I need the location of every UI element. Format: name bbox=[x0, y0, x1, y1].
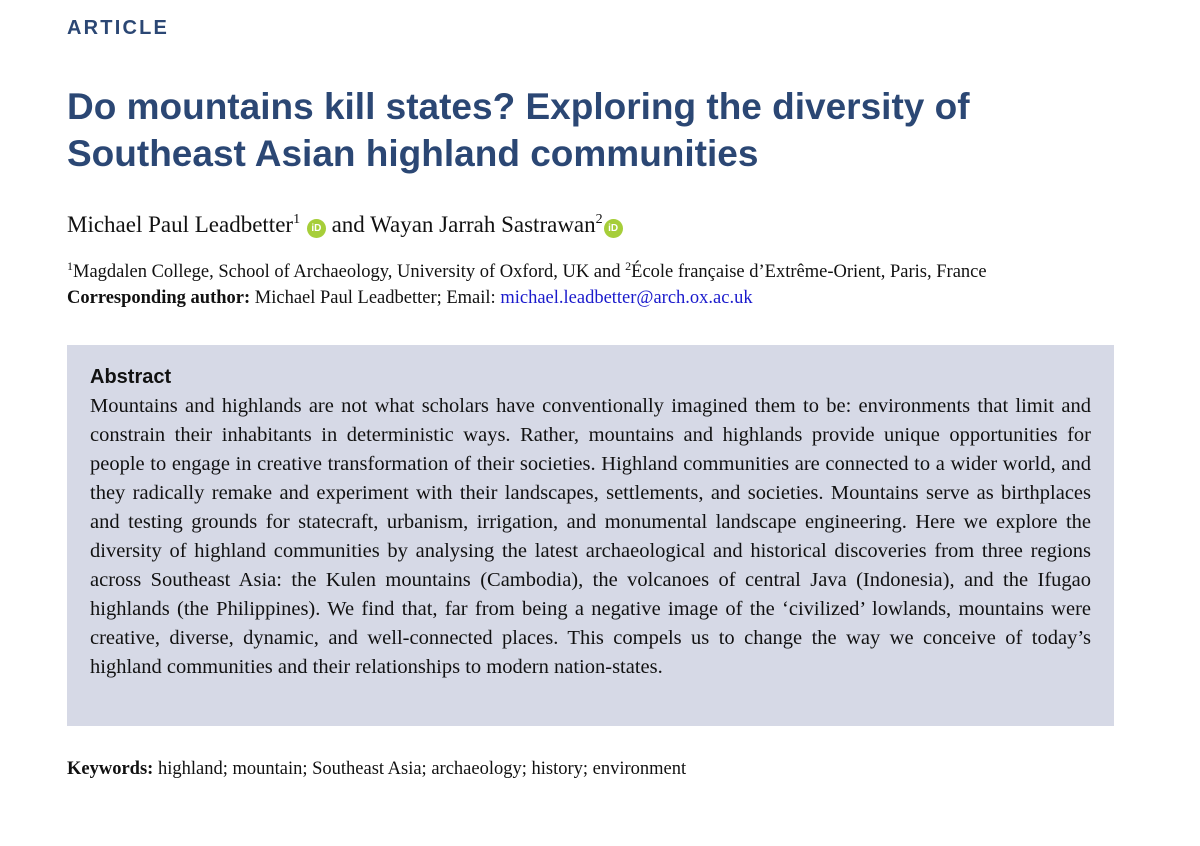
corresponding-author-label: Corresponding author: bbox=[67, 288, 251, 308]
abstract-heading: Abstract bbox=[90, 366, 172, 388]
author-name-2[interactable]: Wayan Jarrah Sastrawan bbox=[370, 212, 596, 237]
keywords-label: Keywords: bbox=[67, 759, 154, 779]
abstract-text: Mountains and highlands are not what scholars have conventionally imagined them to be: environments that limit and constrain their inhabitants in deterministic ways. Rather, mountains and highlands provide unique opportunities for people to engage in creative transformation of their societies. Highland communities are connected to a wider world, and they radically remake and experiment with their landscapes, settlements, and societies. Mountains serve as birthplaces and testing grounds for statecraft, urbanism, irrigation, and monumental landscape engineering. Here we explore the diversity of highland communities by analysing the latest archaeological and historical discoveries from three regions across Southeast Asia: the Kulen mountains (Cambodia), the volcanoes of central Java (Indonesia), and the Ifugao highlands (the Philippines). We find that, far from being a negative image of the ‘civilized’ lowlands, mountains were creative, diverse, dynamic, and well-connected places. This compels us to change the way we conceive of today’s highland communities and their relationships to modern nation-states. bbox=[90, 395, 1091, 678]
author-name-1[interactable]: Michael Paul Leadbetter bbox=[67, 212, 294, 237]
abstract-box bbox=[67, 345, 1114, 726]
article-type-label: ARTICLE bbox=[67, 17, 170, 39]
orcid-icon[interactable]: iD bbox=[307, 219, 326, 238]
email-link[interactable]: michael.leadbetter@arch.ox.ac.uk bbox=[500, 288, 753, 308]
affiliation-2: École française d’Extrême-Orient, Paris, France bbox=[631, 262, 987, 282]
corresponding-author bbox=[67, 285, 753, 311]
keywords bbox=[67, 756, 686, 782]
author-line bbox=[67, 210, 623, 240]
affiliations bbox=[67, 259, 987, 285]
affiliation-mark-1: 1 bbox=[67, 259, 73, 273]
corresponding-author-text: Michael Paul Leadbetter; Email: bbox=[250, 288, 501, 308]
article-title: Do mountains kill states? Exploring the diversity of Southeast Asian highland communities bbox=[67, 86, 970, 174]
author-connector: and bbox=[331, 212, 365, 237]
author-2-affiliation-mark: 2 bbox=[595, 212, 603, 227]
affiliation-1: Magdalen College, School of Archaeology, University of Oxford, UK and bbox=[73, 262, 626, 282]
affiliation-mark-2: 2 bbox=[625, 259, 632, 273]
author-1-affiliation-mark: 1 bbox=[293, 212, 301, 227]
orcid-icon[interactable]: iD bbox=[604, 219, 623, 238]
keywords-text: highland; mountain; Southeast Asia; archaeology; history; environment bbox=[153, 759, 687, 779]
